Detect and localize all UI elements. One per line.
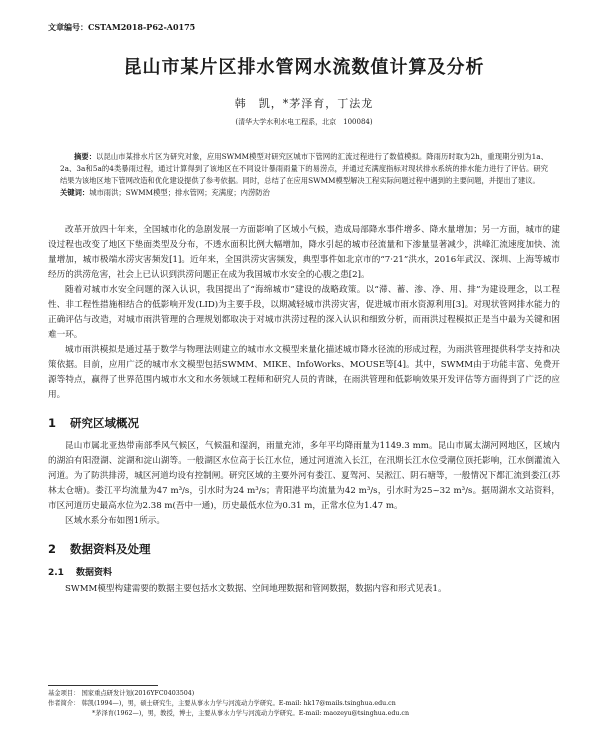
section-heading-1: 1 研究区域概况 xyxy=(48,416,140,430)
section1-paragraph: 区域水系分布如图1所示。 xyxy=(65,516,165,526)
author-list: 韩 凯，*茅泽育，丁法龙 xyxy=(234,97,374,110)
intro-paragraph: 改革开放四十年来，全国城市化的急剧发展一方面影响了区域小气候，造成局部降水事件增多、降水量增加；另一方面，城市的建设过程也改变了地区下垫面类型及分布，不透水面积比例大幅增加，降水引起的城市径流量和下渗量显著减少，洪峰汇流速度加快、流量增加，城市极端水涝灾害频发[1]。近年来，全国洪涝灾害频发，典型事件如北京市的“7·21”洪水，2016年武汉、深圳、上海等城市经历的洪涝危害，社会上已认识到洪涝问题正在成为我国城市水安全的心腹之患[2]。 xyxy=(48,225,560,280)
keywords-label: 关键词： xyxy=(60,188,90,197)
affiliation: (清华大学水利水电工程系，北京 100084) xyxy=(235,118,373,126)
abstract-text: 以昆山市某排水片区为研究对象，应用SWMM模型对研究区城市下管网的汇流过程进行了数值模拟。降雨历时取为2h，重现期分别为1a、2a、3a和5a的4类暴雨过程，通过计算得到了该地区在不同设计暴雨雨量下的易涝点，并通过充满度指标对现状排水系统的排水能力进行了评估。研究结果为该地区地下管网改造和优化建设提供了参考依据。同时，总结了在应用SWMM模型解决工程实际问题过程中遇到的主要问题，并提出了建议。 xyxy=(60,152,548,185)
keywords-text: 城市雨洪；SWMM模型；排水管网；充满度；内涝防治 xyxy=(89,188,270,197)
paper-title: 昆山市某片区排水管网水流数值计算及分析 xyxy=(123,57,485,78)
abstract-block xyxy=(48,151,560,199)
section-heading-2: 2 数据资料及处理 xyxy=(48,542,151,556)
section21-paragraph: SWMM模型构建需要的数据主要包括水文数据、空间地理数据和管网数据，数据内容和形式见表1。 xyxy=(65,584,447,594)
intro-paragraph: 随着对城市水安全问题的深入认识，我国提出了“海绵城市”建设的战略政策。以“滞、蓄、渗、净、用、排”为建设理念，以工程性、非工程性措施相结合的低影响开发(LID)为主要手段，以期减轻城市洪涝灾害，促进城市雨水资源利用[3]。对现状管网排水能力的正确评估与改造，对城市雨洪管理的合理规划都取决于对城市洪涝过程的深入认识和细致分析，而雨洪过程模拟正是当中最为关键和困难一环。 xyxy=(48,285,560,340)
funding-note: 基金项目： 国家重点研发计划(2016YFC0403504) xyxy=(48,690,195,697)
subsection-heading-2-1: 2.1 数据资料 xyxy=(48,568,112,578)
footnotes xyxy=(48,689,560,719)
keywords-line xyxy=(60,187,548,199)
abstract-label: 摘要： xyxy=(74,152,97,161)
abstract-paragraph xyxy=(60,151,548,187)
intro-paragraph: 城市雨洪模拟是通过基于数学与物理法则建立的城市水文模型来量化描述城市降水径流的形成过程，为雨洪管理提供科学支持和决策依据。目前，应用广泛的城市水文模型包括SWMM、MIKE、InfoWorks、MOUSE等[4]。其中，SWMM由于功能丰富、免费开源等特点，赢得了世界范围内城市水文和水务领域工程师和研究人员的青睐，在雨洪管理和低影响效果开发评估等方面得到了广泛的应用。 xyxy=(48,345,560,400)
section1-paragraph: 昆山市属北亚热带南部季风气候区，气候温和湿润，雨量充沛，多年平均降雨量为1149.3 mm。昆山市属太湖河网地区，区域内的湖泊有阳澄湖、淀湖和淀山湖等。一般湖区水位高于长江水位，通过河道流入长江，在汛期长江水位受潮位顶托影响，江水倒灌流入河道。为了防洪排涝，城区河道均设有控制闸。研究区域的主要外河有娄江、夏驾河、吴淞江、阴石塘等，一般情况下都汇流到娄江(苏林太仓塘)。娄江平均流量为47 m³/s，引水时为24 m³/s；青阳港平均流量为42 m³/s，引水时为25~32 m³/s。据周湖水文站资料，市区河道历史最高水位为2.38 m(吾中一通)，历史最低水位为0.31 m，正常水位为1.47 m。 xyxy=(48,441,560,511)
article-number: 文章编号：CSTAM2018-P62-A0175 xyxy=(48,22,196,32)
author-note: 作者简介： 韩凯(1994—)，男，硕士研究生，主要从事水力学与河流动力学研究。E-mail: hk17@mails.tsinghua.edu.cn xyxy=(48,700,396,707)
author-note: *茅泽育(1962—)，男，教授，博士，主要从事水力学与河流动力学研究。E-mail: maozeyu@tsinghua.edu.cn xyxy=(92,710,410,717)
body-text xyxy=(48,223,560,597)
